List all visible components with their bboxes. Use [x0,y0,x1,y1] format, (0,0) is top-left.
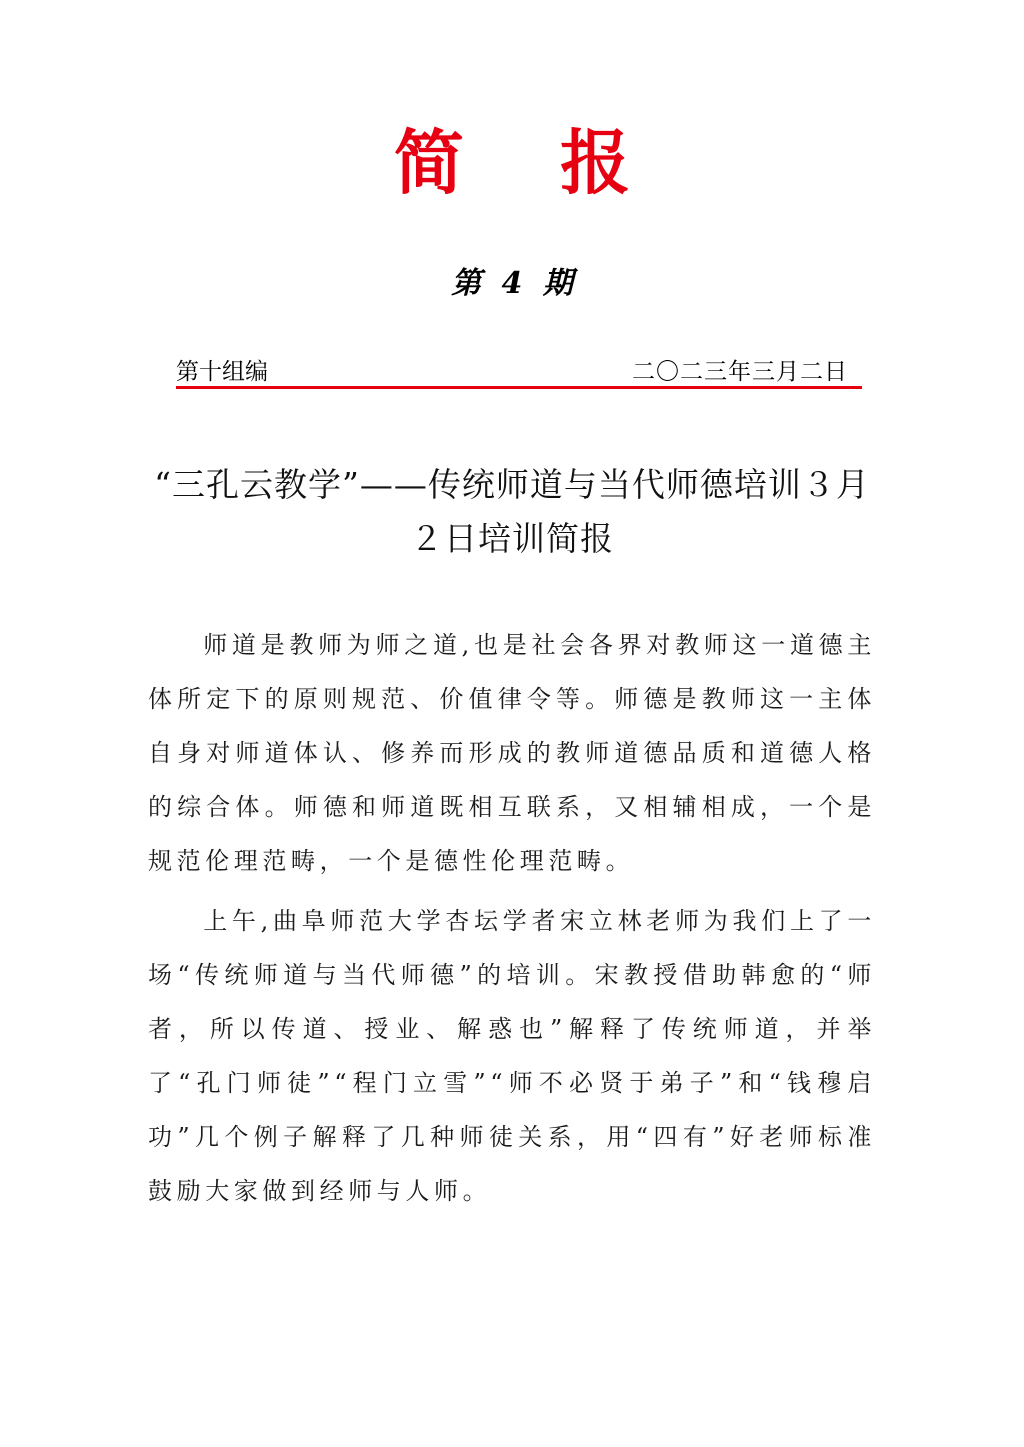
article-body [148,618,876,1224]
publication-date: 二〇二三年三月二日 [632,359,848,385]
paragraph: 上午,曲阜师范大学杏坛学者宋立林老师为我们上了一场“传统师道与当代师德”的培训。宋教授借助韩愈的“师者，所以传道、授业、解惑也”解释了传统师道，并举了“孔门师徒”“程门立雪”“师不必贤于弟子”和“钱穆启功”几个例子解释了几种师徒关系，用“四有”好老师标准鼓励大家做到经师与人师。 [148,907,876,1205]
article-title: “三孔云教学”——传统师道与当代师德培训３月２日培训简报 [154,465,870,558]
meta-row [176,356,862,390]
masthead-title: 简 报 [393,121,667,204]
red-divider-rule [176,386,862,389]
editor-line: 第十组编 [176,359,268,385]
paragraph: 师道是教师为师之道,也是社会各界对教师这一道德主体所定下的原则规范、价值律令等。师德是教师这一主体自身对师道体认、修养而形成的教师道德品质和道德人格的综合体。师德和师道既相互联系，又相辅相成，一个是规范伦理范畴，一个是德性伦理范畴。 [148,631,876,875]
issue-number: 第 4 期 [451,266,573,301]
